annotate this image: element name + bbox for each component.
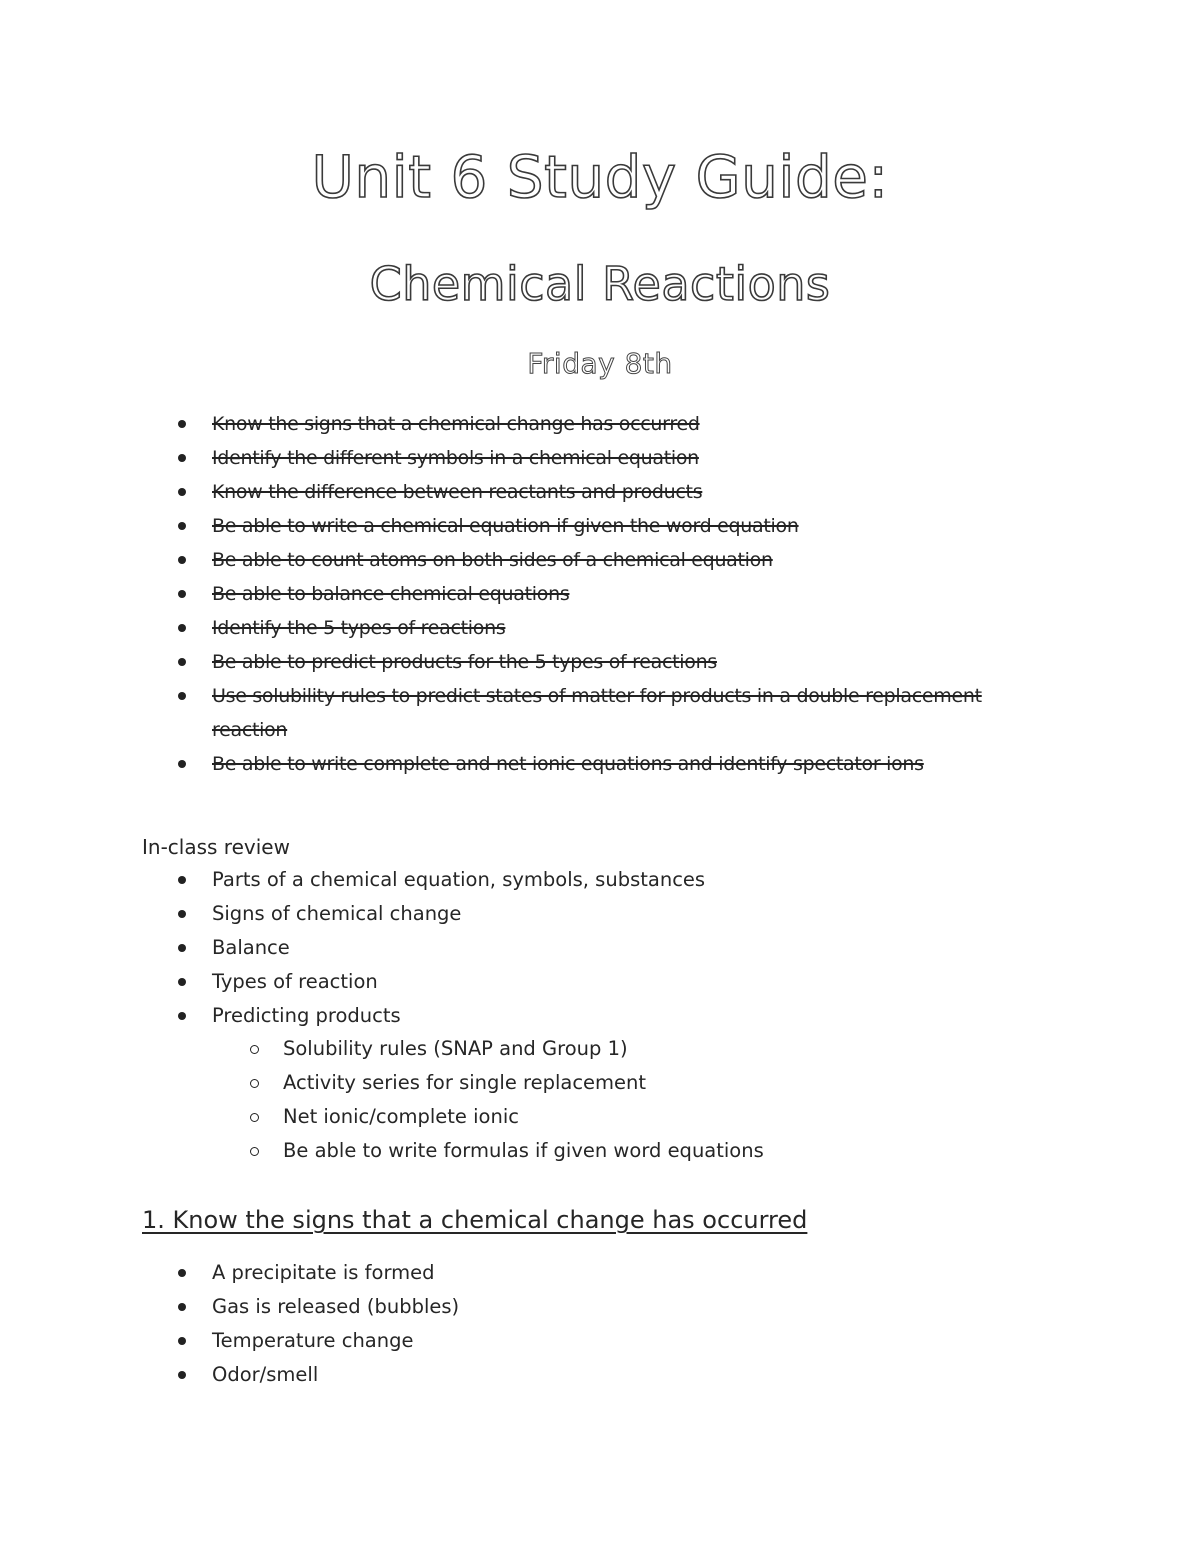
bullet-icon bbox=[178, 944, 186, 952]
bullet-icon bbox=[178, 420, 186, 428]
list-item: Be able to count atoms on both sides of a chemical equation bbox=[176, 543, 1046, 577]
list-item: Net ionic/complete ionic bbox=[248, 1100, 1048, 1134]
list-item: Gas is released (bubbles) bbox=[176, 1290, 976, 1324]
bullet-icon bbox=[178, 1269, 186, 1277]
bullet-icon bbox=[178, 760, 186, 768]
bullet-icon bbox=[178, 590, 186, 598]
date-heading: Friday 8th bbox=[527, 347, 673, 380]
review-sub-list bbox=[248, 1032, 1048, 1168]
bullet-icon bbox=[178, 658, 186, 666]
bullet-icon bbox=[178, 978, 186, 986]
list-item: Use solubility rules to predict states of matter for products in a double replacement reaction bbox=[176, 679, 1046, 747]
bullet-icon bbox=[178, 1337, 186, 1345]
bullet-icon bbox=[178, 624, 186, 632]
list-item: Be able to balance chemical equations bbox=[176, 577, 1046, 611]
page-subtitle: Chemical Reactions bbox=[369, 257, 831, 311]
bullet-icon bbox=[178, 1303, 186, 1311]
page-title: Unit 6 Study Guide: bbox=[311, 143, 889, 211]
list-item: Be able to predict products for the 5 types of reactions bbox=[176, 645, 1046, 679]
list-item: Signs of chemical change bbox=[176, 897, 1076, 931]
list-item: Be able to write complete and net ionic equations and identify spectator ions bbox=[176, 747, 1046, 781]
bullet-icon bbox=[178, 692, 186, 700]
bullet-icon bbox=[178, 488, 186, 496]
bullet-icon bbox=[178, 876, 186, 884]
hollow-bullet-icon bbox=[250, 1045, 259, 1054]
list-item: Identify the different symbols in a chemical equation bbox=[176, 441, 1046, 475]
hollow-bullet-icon bbox=[250, 1113, 259, 1122]
list-item: A precipitate is formed bbox=[176, 1256, 976, 1290]
list-item: Know the signs that a chemical change has occurred bbox=[176, 407, 1046, 441]
list-item: Odor/smell bbox=[176, 1358, 976, 1392]
list-item: Activity series for single replacement bbox=[248, 1066, 1048, 1100]
list-item: Temperature change bbox=[176, 1324, 976, 1358]
review-label: In-class review bbox=[142, 835, 290, 859]
signs-list bbox=[176, 1256, 976, 1392]
review-list bbox=[176, 863, 1076, 1033]
bullet-icon bbox=[178, 910, 186, 918]
list-item: Identify the 5 types of reactions bbox=[176, 611, 1046, 645]
hollow-bullet-icon bbox=[250, 1147, 259, 1156]
list-item: Balance bbox=[176, 931, 1076, 965]
objectives-list bbox=[176, 407, 1046, 781]
bullet-icon bbox=[178, 1371, 186, 1379]
bullet-icon bbox=[178, 556, 186, 564]
list-item: Be able to write formulas if given word equations bbox=[248, 1134, 1048, 1168]
list-item: Types of reaction bbox=[176, 965, 1076, 999]
list-item: Predicting products bbox=[176, 999, 1076, 1033]
bullet-icon bbox=[178, 522, 186, 530]
bullet-icon bbox=[178, 454, 186, 462]
hollow-bullet-icon bbox=[250, 1079, 259, 1088]
list-item: Parts of a chemical equation, symbols, substances bbox=[176, 863, 1076, 897]
list-item: Solubility rules (SNAP and Group 1) bbox=[248, 1032, 1048, 1066]
section-heading: 1. Know the signs that a chemical change has occurred bbox=[142, 1206, 808, 1234]
bullet-icon bbox=[178, 1012, 186, 1020]
list-item: Know the difference between reactants and products bbox=[176, 475, 1046, 509]
list-item: Be able to write a chemical equation if given the word equation bbox=[176, 509, 1046, 543]
